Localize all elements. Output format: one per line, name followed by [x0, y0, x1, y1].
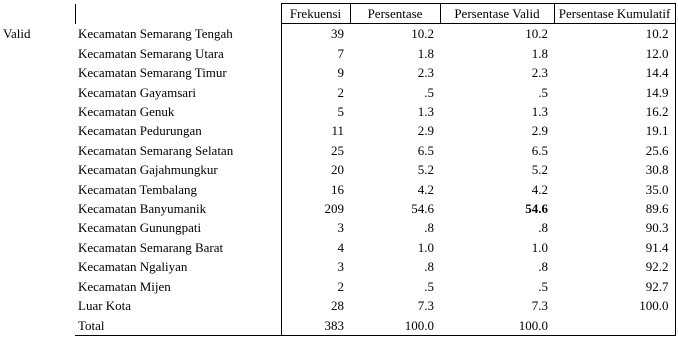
- cell-persentase-kumulatif: 14.9: [554, 83, 675, 102]
- row-label: Kecamatan Mijen: [75, 277, 281, 296]
- row-label: Kecamatan Semarang Barat: [75, 238, 281, 257]
- cell-persentase-valid: 6.5: [531, 142, 548, 158]
- table-row: [0, 121, 675, 140]
- row-label: Kecamatan Gajahmungkur: [75, 160, 281, 179]
- cell-persentase: 54.6: [411, 201, 434, 217]
- cell-persentase: .8: [424, 259, 434, 275]
- cell-persentase: 6.5: [417, 142, 434, 158]
- cell-persentase-kumulatif: 16.2: [554, 102, 675, 121]
- row-label: Kecamatan Gunungpati: [75, 218, 281, 237]
- cell-persentase-valid: 2.3: [531, 65, 548, 81]
- row-group-label: [0, 160, 75, 179]
- row-group-label: [0, 180, 75, 199]
- table-row: [0, 238, 675, 257]
- cell-persentase-kumulatif: 10.2: [554, 24, 675, 44]
- cell-persentase-valid: 7.3: [531, 298, 548, 314]
- cell-persentase: .5: [424, 84, 434, 100]
- cell-frekuensi: 2: [281, 277, 350, 296]
- row-group-label: [0, 121, 75, 140]
- header-persentase-valid: Persentase Valid: [440, 4, 554, 24]
- row-group-label: [0, 316, 75, 336]
- cell-persentase: 2.9: [417, 123, 434, 139]
- cell-persentase-kumulatif: [554, 316, 675, 336]
- table-row: [0, 102, 675, 121]
- cell-persentase-kumulatif: 12.0: [554, 44, 675, 63]
- row-label: Luar Kota: [75, 296, 281, 315]
- cell-persentase-kumulatif: 100.0: [554, 296, 675, 315]
- cell-frekuensi: 209: [281, 199, 350, 218]
- header-frekuensi: Frekuensi: [281, 4, 350, 24]
- cell-persentase-kumulatif: 35.0: [554, 180, 675, 199]
- frequency-table: [0, 3, 676, 336]
- row-label: Total: [75, 316, 281, 336]
- row-label: Kecamatan Semarang Tengah: [75, 24, 281, 44]
- cell-persentase: 1.0: [417, 239, 434, 255]
- cell-persentase-valid: .5: [538, 84, 548, 100]
- cell-frekuensi: 383: [281, 316, 350, 336]
- table-row: [0, 180, 675, 199]
- table-row: [0, 44, 675, 63]
- row-group-label: [0, 102, 75, 121]
- cell-frekuensi: 16: [281, 180, 350, 199]
- cell-persentase-valid: 5.2: [531, 162, 548, 178]
- cell-frekuensi: 3: [281, 218, 350, 237]
- row-group-label: [0, 238, 75, 257]
- row-group-label: [0, 199, 75, 218]
- cell-persentase: 4.2: [417, 181, 434, 197]
- row-group-label: [0, 44, 75, 63]
- cell-frekuensi: 3: [281, 257, 350, 276]
- row-label: Kecamatan Semarang Timur: [75, 63, 281, 82]
- cell-frekuensi: 39: [281, 24, 350, 44]
- row-label: Kecamatan Tembalang: [75, 180, 281, 199]
- cell-persentase: 100.0: [350, 316, 440, 336]
- cell-persentase: .8: [424, 220, 434, 236]
- table-row: [0, 83, 675, 102]
- cell-frekuensi: 9: [281, 63, 350, 82]
- table-row: [0, 218, 675, 237]
- cell-frekuensi: 7: [281, 44, 350, 63]
- cell-persentase: 1.3: [417, 104, 434, 120]
- row-group-label: [0, 218, 75, 237]
- header-persentase-kumulatif: Persentase Kumulatif: [554, 4, 675, 24]
- cell-frekuensi: 11: [281, 121, 350, 140]
- table-row: [0, 296, 675, 315]
- header-spacer-label: [75, 4, 281, 24]
- cell-persentase-valid: .8: [538, 220, 548, 236]
- cell-persentase-kumulatif: 25.6: [554, 141, 675, 160]
- cell-persentase-valid: 1.3: [531, 104, 548, 120]
- table-row: [0, 24, 675, 44]
- row-label: Kecamatan Ngaliyan: [75, 257, 281, 276]
- cell-frekuensi: 2: [281, 83, 350, 102]
- cell-frekuensi: 5: [281, 102, 350, 121]
- table-row: [0, 257, 675, 276]
- table-body: [0, 24, 675, 336]
- table-row: [0, 316, 675, 336]
- cell-persentase-valid: 100.0: [440, 316, 554, 336]
- cell-persentase-valid: 4.2: [531, 181, 548, 197]
- cell-persentase-kumulatif: 92.7: [554, 277, 675, 296]
- table-row: [0, 277, 675, 296]
- cell-persentase-valid: 2.9: [531, 123, 548, 139]
- header-spacer-group: [0, 4, 75, 24]
- row-label: Kecamatan Gayamsari: [75, 83, 281, 102]
- cell-persentase: 1.8: [417, 45, 434, 61]
- cell-persentase-kumulatif: 14.4: [554, 63, 675, 82]
- cell-persentase: 7.3: [417, 298, 434, 314]
- row-label: Kecamatan Pedurungan: [75, 121, 281, 140]
- cell-persentase-valid: 54.6: [525, 201, 548, 217]
- header-persentase: Persentase: [350, 4, 440, 24]
- cell-persentase-valid: 1.8: [531, 45, 548, 61]
- cell-persentase-valid: 10.2: [525, 26, 548, 42]
- cell-persentase-kumulatif: 89.6: [554, 199, 675, 218]
- cell-persentase: 10.2: [411, 26, 434, 42]
- row-group-label: [0, 277, 75, 296]
- table-row: [0, 63, 675, 82]
- cell-frekuensi: 20: [281, 160, 350, 179]
- cell-persentase-kumulatif: 30.8: [554, 160, 675, 179]
- cell-persentase: 2.3: [417, 65, 434, 81]
- row-label: Kecamatan Semarang Selatan: [75, 141, 281, 160]
- cell-frekuensi: 25: [281, 141, 350, 160]
- cell-persentase-kumulatif: 90.3: [554, 218, 675, 237]
- cell-persentase-valid: 1.0: [531, 239, 548, 255]
- row-group-label: [0, 296, 75, 315]
- row-label: Kecamatan Banyumanik: [75, 199, 281, 218]
- row-label: Kecamatan Genuk: [75, 102, 281, 121]
- cell-persentase: 5.2: [417, 162, 434, 178]
- cell-persentase-kumulatif: 92.2: [554, 257, 675, 276]
- row-group-label: [0, 141, 75, 160]
- table-row: [0, 141, 675, 160]
- row-group-label: Valid: [3, 26, 31, 42]
- cell-persentase-valid: .5: [538, 278, 548, 294]
- cell-frekuensi: 4: [281, 238, 350, 257]
- cell-persentase: .5: [424, 278, 434, 294]
- row-label: Kecamatan Semarang Utara: [75, 44, 281, 63]
- row-group-label: [0, 63, 75, 82]
- cell-frekuensi: 28: [281, 296, 350, 315]
- cell-persentase-kumulatif: 91.4: [554, 238, 675, 257]
- row-group-label: [0, 257, 75, 276]
- cell-persentase-valid: .8: [538, 259, 548, 275]
- row-group-label: [0, 83, 75, 102]
- cell-persentase-kumulatif: 19.1: [554, 121, 675, 140]
- table-row: [0, 160, 675, 179]
- table-header-row: [0, 4, 675, 24]
- table-row: [0, 199, 675, 218]
